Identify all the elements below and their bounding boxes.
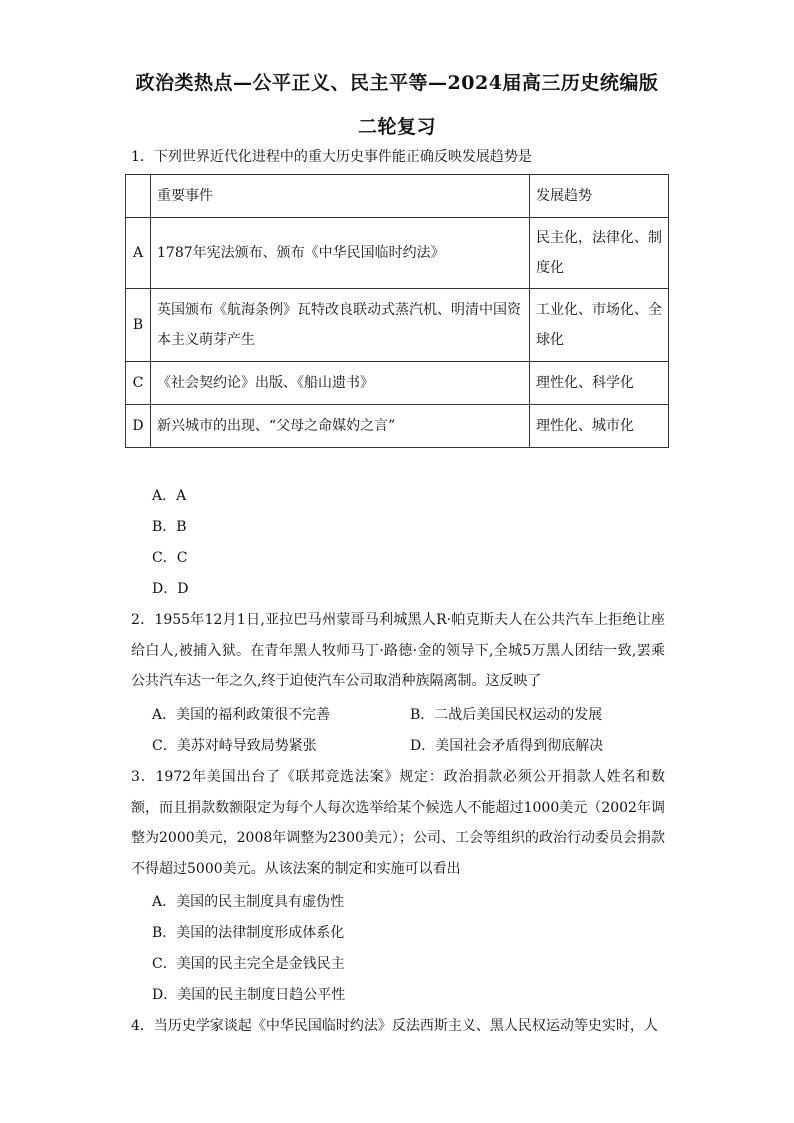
table-header-event: 重要事件 (151, 175, 530, 218)
q1-option-b: B．B (152, 519, 187, 535)
row-trend: 理性化、城市化 (530, 405, 669, 448)
row-label: A (126, 218, 151, 289)
q3-option-b: B．美国的法律制度形成体系化 (152, 925, 345, 941)
table-row (126, 405, 669, 448)
question-1-stem: 1．下列世界近代化进程中的重大历史事件能正确反映发展趋势是 (131, 149, 532, 165)
table-header-trend: 发展趋势 (530, 175, 669, 218)
q3-option-c: C．美国的民主完全是金钱民主 (152, 956, 345, 972)
question-3-stem: 3．1972年美国出台了《联邦竞选法案》规定：政治捐款必须公开捐款人姓名和数额，而且捐款数额限定为每个人每次选举给某个候选人不能超过1000美元（2002年调整为2000美元，2008年调整为2300美元）；公司、工会等组织的政治行动委员会捐款不得超过5000美元。从该法案的制定和实施可以看出 (131, 769, 665, 877)
table-row (126, 362, 669, 405)
row-event: 《社会契约论》出版、《船山遗书》 (151, 362, 530, 405)
q1-option-a: A．A (152, 488, 187, 504)
row-trend: 理性化、科学化 (530, 362, 669, 405)
row-label: D (126, 405, 151, 448)
row-label: B (126, 289, 151, 362)
row-label: C (126, 362, 151, 405)
table-row (126, 218, 669, 289)
row-event: 英国颁布《航海条例》瓦特改良联动式蒸汽机、明清中国资本主义萌芽产生 (151, 289, 530, 362)
q3-option-a: A．美国的民主制度具有虚伪性 (152, 894, 345, 910)
row-trend: 民主化，法律化、制度化 (530, 218, 669, 289)
question-4-stem: 4．当历史学家谈起《中华民国临时约法》反法西斯主义、黑人民权运动等史实时，人 (131, 1018, 658, 1034)
q1-option-c: C．C (152, 550, 188, 566)
q1-option-d: D．D (152, 581, 189, 597)
row-trend: 工业化、市场化、全球化 (530, 289, 669, 362)
q2-option-c: C．美苏对峙导致局势紧张 (152, 738, 317, 754)
events-table (125, 174, 669, 448)
question-2-stem: 2．1955年12月1日,亚拉巴马州蒙哥马利城黑人R·帕克斯夫人在公共汽车上拒绝让座给白人,被捕入狱。在青年黑人牧师马丁·路德·金的领导下,全城5万黑人团结一致,罢乘公共汽车达一年之久,终于迫使汽车公司取消种族隔离制。这反映了 (131, 612, 665, 689)
q2-option-d: D．美国社会矛盾得到彻底解决 (410, 738, 604, 754)
q2-option-a: A．美国的福利政策很不完善 (152, 707, 331, 723)
document-title: 政治类热点—公平正义、民主平等—2024届高三历史统编版 (135, 72, 659, 94)
table-header-row (126, 175, 669, 218)
document-subtitle: 二轮复习 (357, 116, 436, 138)
q2-option-b: B．二战后美国民权运动的发展 (410, 707, 603, 723)
row-event: 新兴城市的出现、“父母之命媒妁之言” (151, 405, 530, 448)
table-header-label (126, 175, 151, 218)
q3-option-d: D．美国的民主制度日趋公平性 (152, 987, 346, 1003)
row-event: 1787年宪法颁布、颁布《中华民国临时约法》 (151, 218, 530, 289)
table-row (126, 289, 669, 362)
